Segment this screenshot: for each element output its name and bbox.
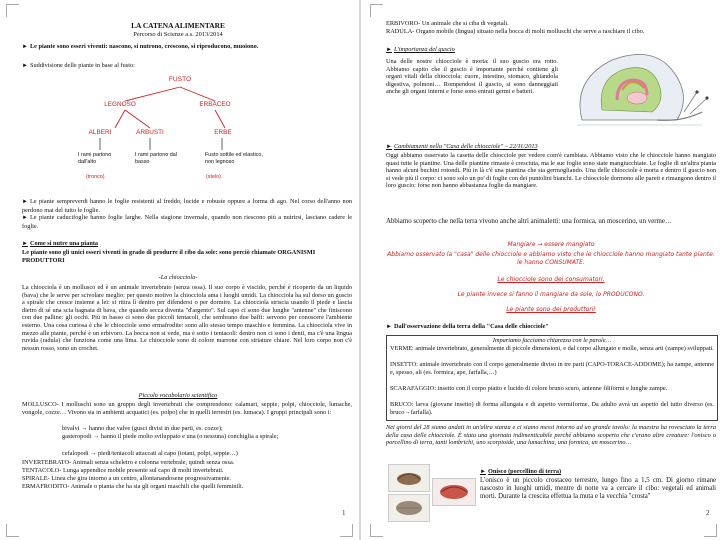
division-line: ► Suddivisione delle piante in base al fusto:	[22, 62, 135, 69]
woodlouse-photo-3	[432, 478, 476, 506]
bullet-icon: ►	[386, 47, 392, 53]
page-separator	[359, 0, 361, 540]
page-corner-mark	[6, 4, 19, 17]
vocab-tentacolo: TENTACOLO- Lunga appendice mobile presente sul capo di molti invertebrati.	[22, 467, 224, 474]
feed-heading: ► Come si nutre una pianta	[22, 240, 99, 247]
woodlouse-photo-2	[388, 494, 430, 522]
bullet-icon: ►	[22, 241, 28, 247]
woodlouse-svg	[433, 479, 475, 505]
page-corner-mark	[370, 524, 383, 537]
page-corner-mark	[6, 524, 19, 537]
tree-herbs: ERBE	[214, 129, 232, 136]
snail-heading: -La chiocciola-	[158, 274, 198, 281]
woodlouse-photo-1	[388, 464, 430, 492]
vocab-invertebrato: INVERTEBRATO- Animali senza scheletro e colonna vertebrale, quindi senza ossa.	[22, 459, 235, 466]
vocab-heading: Piccolo vocabolario scientifico	[138, 392, 218, 399]
page-title: LA CATENA ALIMENTARE	[131, 21, 225, 30]
onisco-paragraph: L'onisco è un piccolo crostaceo terrestre, lungo fino a 1,5 cm. Di giorno rimane nascosto in luoghi umidi, mentre di notte va a cercare il cibo: vegetali ed animali morti. Durante la crescita effettua la muta e la vecchia "crosta"	[480, 477, 716, 500]
tree-root: FUSTO	[168, 76, 192, 83]
days-paragraph: Nei giorni del 28 siamo andati in un'altra stanza e ci siamo messi intorno ad un grande tavolo: la maestra ha rovesciato la terra della casa delle chiocciole. È stata una giornata indimenticabile perché abbiamo scoperto che c'erano altre creature: l'onisco o porcellino di terra, tanti lombrichi, uno scorpioide, una lumachina, una formica, un moscerino…	[386, 424, 716, 447]
feed-paragraph: Le piante sono gli unici esseri viventi in grado di produrre il cibo da sole: sono perciò chiamate ORGANISMI PRODUTTORI	[22, 249, 316, 264]
def-verme: VERME: animale invertebrato, generalmente di piccole dimensioni, e dal corpo allungato e molle, senza arti (zampe) sviluppati.	[390, 345, 714, 352]
tree-woody: LEGNOSO	[104, 101, 136, 108]
shell-paragraph: Una delle nostre chiocciole è morta: il suo guscio era rotto. Abbiamo capito che il guscio è importante perché contiene gli organi vitali della chiocciola: cuore, intestino, stomaco, ghiandola digestiva, polmoni… Rompendosi il guscio, si sono danneggiati anche gli organi interni e forse sono entrati germi e batteri.	[386, 58, 558, 96]
shell-heading: ► L'importanza del guscio	[386, 46, 455, 53]
vocab-mollusco: MOLLUSCO- I molluschi sono un gruppo degli invertebrati che comprendono: calamari, seppie, polpi, chiocciole, lumache, vongole, cozze… Vivono sia in ambienti acquatici (es. polpo) che in quelli terrestri (es. lumaca). I gruppi principali sono i:	[22, 401, 352, 416]
def-radula: RADULA- Organo mobile (lingua) situato nella bocca di molti molluschi che serve a raschiare il cibo.	[386, 28, 645, 35]
snail-paragraph: La chiocciola è un mollusco ed è un animale invertebrato (senza ossa). Il suo corpo è viscido, perché è ricoperto da un liquido (bava) che le serve per scivolare meglio: per questo motivo la chiocciola ama i luoghi umidi. La chiocciola ha sul dorso un guscio a spirale che cresce insieme a lei: si ritira lì dentro per difendersi o per dormire. La chiocciola striscia usando il piede e lascia dietro di sé una scia bagnata di bava, che quando secca diventa "d'argento". Sul capo ci sono due lunghe "antenne" che finiscono con due palline: gli occhi. Più in basso ci sono due piccoli tentacoli, che sembrano due baffi: servono per conoscere l'ambiente esterno. Una cosa curiosa è che le chiocciole sono ermafrodite: sono allo stesso tempo maschio e femmina. La chiocciola vive in mezzo alle piante, perché è un erbivoro. La bocca non si vede, ma è sotto i tentacoli: dentro non ci sono i denti, ma c'è una lingua ruvida (radula) che funziona come una lima. Le chiocciole sono di colore marrone con striature chiare. Nel loro corpo non c'è nessun rosso, sono un crochet.	[22, 284, 352, 352]
page-corner-mark	[704, 524, 717, 537]
vocab-gasteropodi: gasteropodi → hanno il piede molto sviluppato e una (o nessuna) conchiglia a spirale;	[62, 433, 279, 440]
vocab-spirale: SPIRALE- Linea che gira intorno a un centro, allontanandosene progressivamente.	[22, 475, 231, 482]
bullet-icon: ►	[386, 144, 392, 150]
def-scarafaggio: SCARAFAGGIO: insetto con il corpo piatto e lucido di colore bruno scuro, antenne filiformi e lunghe zampe.	[390, 385, 668, 392]
page-subtitle: Percorso di Scienze a.s. 2013/2014	[133, 31, 223, 38]
bullet-icon: ►	[480, 469, 486, 475]
page-corner-mark	[370, 4, 383, 17]
snail-anatomy-illustration	[562, 40, 712, 140]
glossary-box	[386, 335, 718, 421]
woodlouse-svg	[389, 465, 429, 491]
page-number: 2	[706, 509, 710, 517]
woodlouse-svg	[389, 495, 429, 521]
intro-line: ► Le piante sono esseri viventi: nascono, si nutrono, crescono, si riproducono, muoiono.	[22, 43, 259, 50]
tree-desc-herbs: Fusto sottile ed elastico, non legnoso	[205, 152, 263, 165]
page-corner-mark	[340, 524, 353, 537]
tree-desc-trees: I rami partono dall'alto	[78, 152, 112, 165]
handwritten-line-2: Abbiamo osservato la "casa" delle chiocciole e abbiamo visto che le chiocciole hanno mangiato tante piante: le hanno CONSUMATE.	[387, 251, 715, 266]
document-page-1	[0, 0, 356, 540]
vocab-ermafrodito: ERMAFRODITO- Animale o pianta che ha sia gli organi maschili che quelli femminili.	[22, 483, 244, 490]
vocab-cefalopodi: cefalopodi → piedi/tentacoli attaccati al capo (totani, polpi, seppie…)	[62, 450, 238, 457]
observation-heading: ► Dall'osservazione della terra della "Casa delle chiocciole"	[386, 323, 549, 330]
changes-paragraph-2: Abbiamo scoperto che nella terra vivono anche altri animaletti: una formica, un moscerino, un verme…	[386, 218, 672, 225]
snail-anatomy-svg	[562, 40, 712, 140]
def-bruco: BRUCO: larva (giovane insetto) di forma allungata e di aspetto vermiforme. Da adulto avrà un aspetto del tutto diverso (es. bruco→farfalla).	[390, 401, 714, 416]
changes-paragraph: Oggi abbiamo osservato la casetta delle chiocciole per vedere com'è cambiata. Abbiamo visto che le chiocciole hanno mangiato quasi tutte le piantine. Una delle piantine rimaste è cresciuta, ma le sue foglie sono state mangiucchiate. Le foglie di un'altra pianta hanno alcuni buchini rotondi. Più in là c'è una piantina che sta germogliando. Una delle chiocciole è morta e dentro il guscio non si vede più il corpo: ci sono solo un po' di foglie con dei puntolini bianchi. Le chiocciole dormono alle pareti e rimangono dentro il loro guscio: forse non hanno abbastanza foglie da mangiare.	[386, 152, 716, 190]
bullet-icon: ►	[386, 324, 392, 330]
tree-desc-shrubs: I rami partono dal basso	[135, 152, 177, 165]
evergreen-paragraph: ► Le piante sempreverdi hanno le foglie resistenti al freddo, lucide e robuste oppure a forma di ago. Nel corso dell'anno non perdono mai del tutto le foglie.	[22, 198, 352, 214]
bullet-icon: ►	[22, 44, 28, 50]
handwritten-line-1: Mangiare → essere mangiato	[507, 241, 595, 248]
handwritten-line-3: Le chiocciole sono dei consumatori.	[497, 276, 605, 283]
def-insetto: INSETTO: animale invertebrato con il corpo generalmente diviso in tre parti (CAPO-TORACE-ADDOME); ha zampe, antenne e, spesso, ali (es. formica, ape, farfalla,…)	[390, 361, 714, 376]
handwritten-line-5: Le piante sono dei produttori!	[506, 306, 596, 313]
vocab-bivalvi: bivalvi → hanno due valve (gusci divisi in due parti, es. cozze);	[62, 425, 223, 432]
bullet-icon: ►	[22, 63, 28, 69]
deciduous-paragraph: ► Le piante caducifoglie hanno foglie larghe. Nella stagione invernale, quando non riescono più a nutrirsi, lasciano cadere le foglie.	[22, 214, 352, 230]
onisco-heading: ► Onisco (porcellino di terra)	[480, 468, 562, 475]
document-page-2	[364, 0, 720, 540]
tree-trees: ALBERI	[88, 129, 112, 136]
bullet-icon: ►	[22, 199, 28, 205]
glossary-subheading: Impariamo facciamo chiarezza con le parole…	[492, 337, 612, 344]
handwritten-line-4: Le piante invece si fanno il mangiare da sole, lo PRODUCONO.	[457, 291, 645, 298]
tree-herbaceous: ERBACEO	[199, 101, 231, 108]
tree-paren-stalk: (stelo)	[206, 174, 221, 180]
changes-heading: ► Cambiamenti nella "Casa delle chiocciole" – 22/11/2013	[386, 143, 538, 150]
stem-classification-diagram	[0, 74, 356, 186]
tree-paren-trunk: (tronco)	[86, 174, 105, 180]
tree-shrubs: ARBUSTI	[136, 129, 164, 136]
page-number: 1	[342, 509, 346, 517]
bullet-icon: ►	[22, 215, 28, 221]
def-erbivoro: ERBIVORO- Un animale che si ciba di vegetali.	[386, 20, 509, 27]
